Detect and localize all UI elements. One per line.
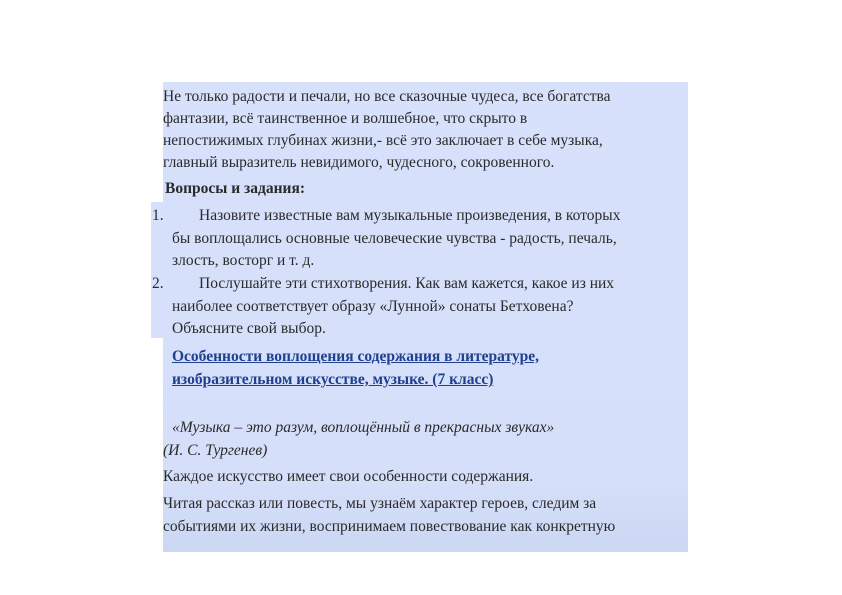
questions-heading: Вопросы и задания: <box>165 180 306 197</box>
section-title-line-2[interactable]: изобразительном искусстве, музыке. (7 класс) <box>172 371 494 388</box>
question-1-line-2: бы воплощались основные человеческие чувства - радость, печаль, <box>172 230 617 247</box>
question-2-line-2: наиболее соответствует образу «Лунной» сонаты Бетховена? <box>172 298 574 315</box>
intro-line-2: фантазии, всё таинственное и волшебное, что скрыто в <box>163 110 528 127</box>
paragraph-2-line-1: Читая рассказ или повесть, мы узнаём характер героев, следим за <box>163 495 597 512</box>
intro-line-1: Не только радости и печали, но все сказочные чудеса, все богатства <box>163 88 611 105</box>
question-1-line-1: Назовите известные вам музыкальные произведения, в которых <box>199 207 621 224</box>
question-1-line-3: злость, восторг и т. д. <box>172 252 315 269</box>
question-2-line-1: Послушайте эти стихотворения. Как вам кажется, какое из них <box>199 275 615 292</box>
section-title-line-1[interactable]: Особенности воплощения содержания в литературе, <box>172 348 540 365</box>
quote-author: (И. С. Тургенев) <box>163 442 268 459</box>
question-2-number: 2. <box>152 275 164 292</box>
intro-line-3: непостижимых глубинах жизни,- всё это заключает в себе музыка, <box>163 132 603 149</box>
question-2-line-3: Объясните свой выбор. <box>172 320 326 337</box>
paragraph-2-line-2: событиями их жизни, воспринимаем повествование как конкретную <box>163 518 616 535</box>
intro-line-4: главный выразитель невидимого, чудесного, сокровенного. <box>163 154 555 171</box>
question-1-number: 1. <box>152 207 164 224</box>
quote-text: «Музыка – это разум, воплощённый в прекрасных звуках» <box>172 419 555 436</box>
paragraph-1: Каждое искусство имеет свои особенности содержания. <box>163 468 534 485</box>
